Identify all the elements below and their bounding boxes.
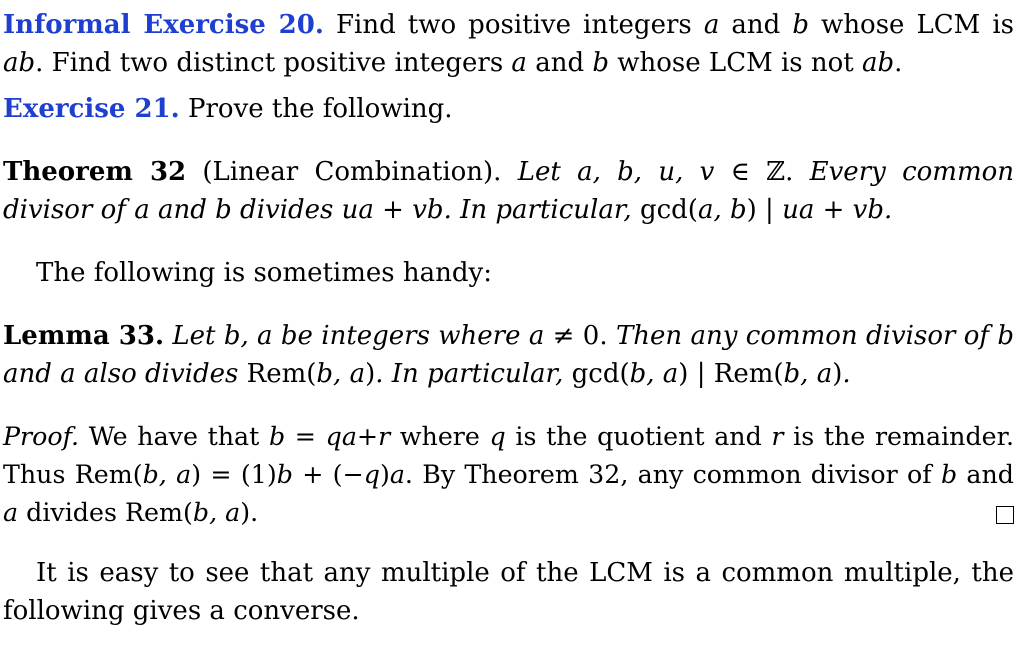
proof-text: is the quotient and (505, 422, 772, 451)
proof-text: . (250, 498, 259, 527)
theorem-32-text: and (149, 195, 216, 225)
math-var-b: b (276, 460, 293, 489)
math-var-a: a (703, 10, 720, 40)
math-var-b: b (592, 48, 610, 78)
lemma-33-text: . In particular, (375, 359, 572, 389)
math-neq: ≠ 0. (544, 321, 608, 351)
math-divides-bar: | (688, 359, 714, 389)
exercise-20-text: . (894, 48, 903, 78)
lemma-33-text: Then any common divisor of (607, 321, 998, 351)
math-var-ba: b, a (783, 359, 833, 389)
handy-paragraph (3, 254, 1014, 292)
math-var-a: a (60, 359, 76, 389)
math-var-b: b (997, 321, 1014, 351)
proof-text: . By Theorem 32, any common divisor of (404, 460, 941, 489)
math-var-a: a (3, 498, 19, 527)
math-combo: ua + vb (782, 195, 884, 225)
theorem-32-label: Theorem 32 (3, 157, 187, 187)
proof-text: We have that (79, 422, 269, 451)
exercise-20-text: Find two positive integers (323, 10, 704, 40)
math-in-z: ∈ ℤ. (714, 157, 794, 187)
exercise-20-text: whose LCM is (809, 10, 1015, 40)
lemma-33-label: Lemma 33. (3, 321, 165, 351)
math-vars: a, b, u, v (577, 157, 715, 187)
math-var-q: q (489, 422, 506, 451)
theorem-32-text: divides (231, 195, 342, 225)
theorem-32-paragraph (3, 153, 1014, 229)
exercise-20-text: and (526, 48, 593, 78)
exercise-21-paragraph (3, 90, 1014, 128)
exercise-20-text: whose LCM is not (609, 48, 863, 78)
spacer (3, 532, 1014, 554)
math-var-b: b (940, 460, 958, 489)
spacer (3, 82, 1014, 90)
math-rem: Rem( (74, 460, 143, 489)
math-var-q: q (363, 460, 380, 489)
math-paren: ) (832, 359, 843, 389)
exercise-20-paragraph (3, 6, 1014, 82)
math-rem: Rem( (125, 498, 193, 527)
math-divides-bar: | (756, 195, 783, 225)
qed-square-icon (996, 506, 1014, 524)
math-eq: = (1) (201, 460, 277, 489)
math-var-ba: b, a (629, 359, 679, 389)
math-combo: ua + vb (341, 195, 444, 225)
handy-text: The following is sometimes handy: (36, 258, 492, 288)
closing-paragraph (3, 554, 1014, 630)
lemma-33-text: and (3, 359, 61, 389)
lemma-33-text: . (842, 359, 851, 389)
proof-label: Proof. (3, 422, 80, 451)
spacer (3, 128, 1014, 153)
math-gcd: gcd( (639, 195, 698, 225)
math-paren: ) (678, 359, 689, 389)
math-paren: ) (746, 195, 757, 225)
math-qa-r: qa+r (325, 422, 391, 451)
closing-text: It is easy to see that any multiple of the LCM is a common multiple, the following gives a converse. (3, 558, 1014, 626)
exercise-21-text: Prove the following. (179, 94, 453, 124)
spacer (3, 292, 1014, 317)
theorem-32-text: Let (501, 157, 578, 187)
math-var-a: a (511, 48, 527, 78)
exercise-21-label[interactable]: Exercise 21. (3, 94, 180, 124)
exercise-20-text: . Find two distinct positive integers (35, 48, 512, 78)
math-paren: ) (240, 498, 251, 527)
math-rem: Rem( (246, 359, 317, 389)
math-var-ba: b, a (192, 498, 241, 527)
lemma-33-text: also divides (75, 359, 247, 389)
spacer (3, 229, 1014, 254)
math-rem: Rem( (713, 359, 784, 389)
math-var-ab: ab (3, 48, 36, 78)
theorem-32-text: . In particular, (443, 195, 640, 225)
theorem-32-text: Every common divisor of (3, 157, 1015, 225)
math-paren: ) (365, 359, 376, 389)
math-var-a: a (134, 195, 150, 225)
math-var-b: b (792, 10, 809, 40)
math-var-b: b (268, 422, 286, 451)
proof-text: where (390, 422, 490, 451)
proof-paragraph (3, 418, 1014, 532)
proof-text: divides (18, 498, 125, 527)
math-paren: ) (191, 460, 202, 489)
lemma-33-text: be integers where (272, 321, 529, 351)
math-gcd: gcd( (571, 359, 630, 389)
proof-text: is the remainder. Thus (3, 422, 1014, 489)
proof-text: and (957, 460, 1014, 489)
math-paren: ) (379, 460, 390, 489)
theorem-32-text: . (884, 195, 893, 225)
math-var-ba: b, a (142, 460, 192, 489)
math-eq: = (285, 422, 326, 451)
math-var-ba: b, a (223, 321, 273, 351)
lemma-33-paragraph (3, 317, 1014, 393)
math-var-r: r (771, 422, 784, 451)
math-plus: + (− (292, 460, 364, 489)
math-var-a: a (528, 321, 545, 351)
exercise-20-text: and (719, 10, 793, 40)
spacer (3, 393, 1014, 418)
math-var-a: a (389, 460, 405, 489)
math-var-ba: b, a (316, 359, 366, 389)
math-var-ab: a, b (697, 195, 747, 225)
lemma-33-text: Let (164, 321, 224, 351)
math-var-ab: ab (862, 48, 895, 78)
math-var-b: b (215, 195, 232, 225)
exercise-20-label[interactable]: Informal Exercise 20. (3, 10, 324, 40)
theorem-32-title: (Linear Combination). (186, 157, 502, 187)
